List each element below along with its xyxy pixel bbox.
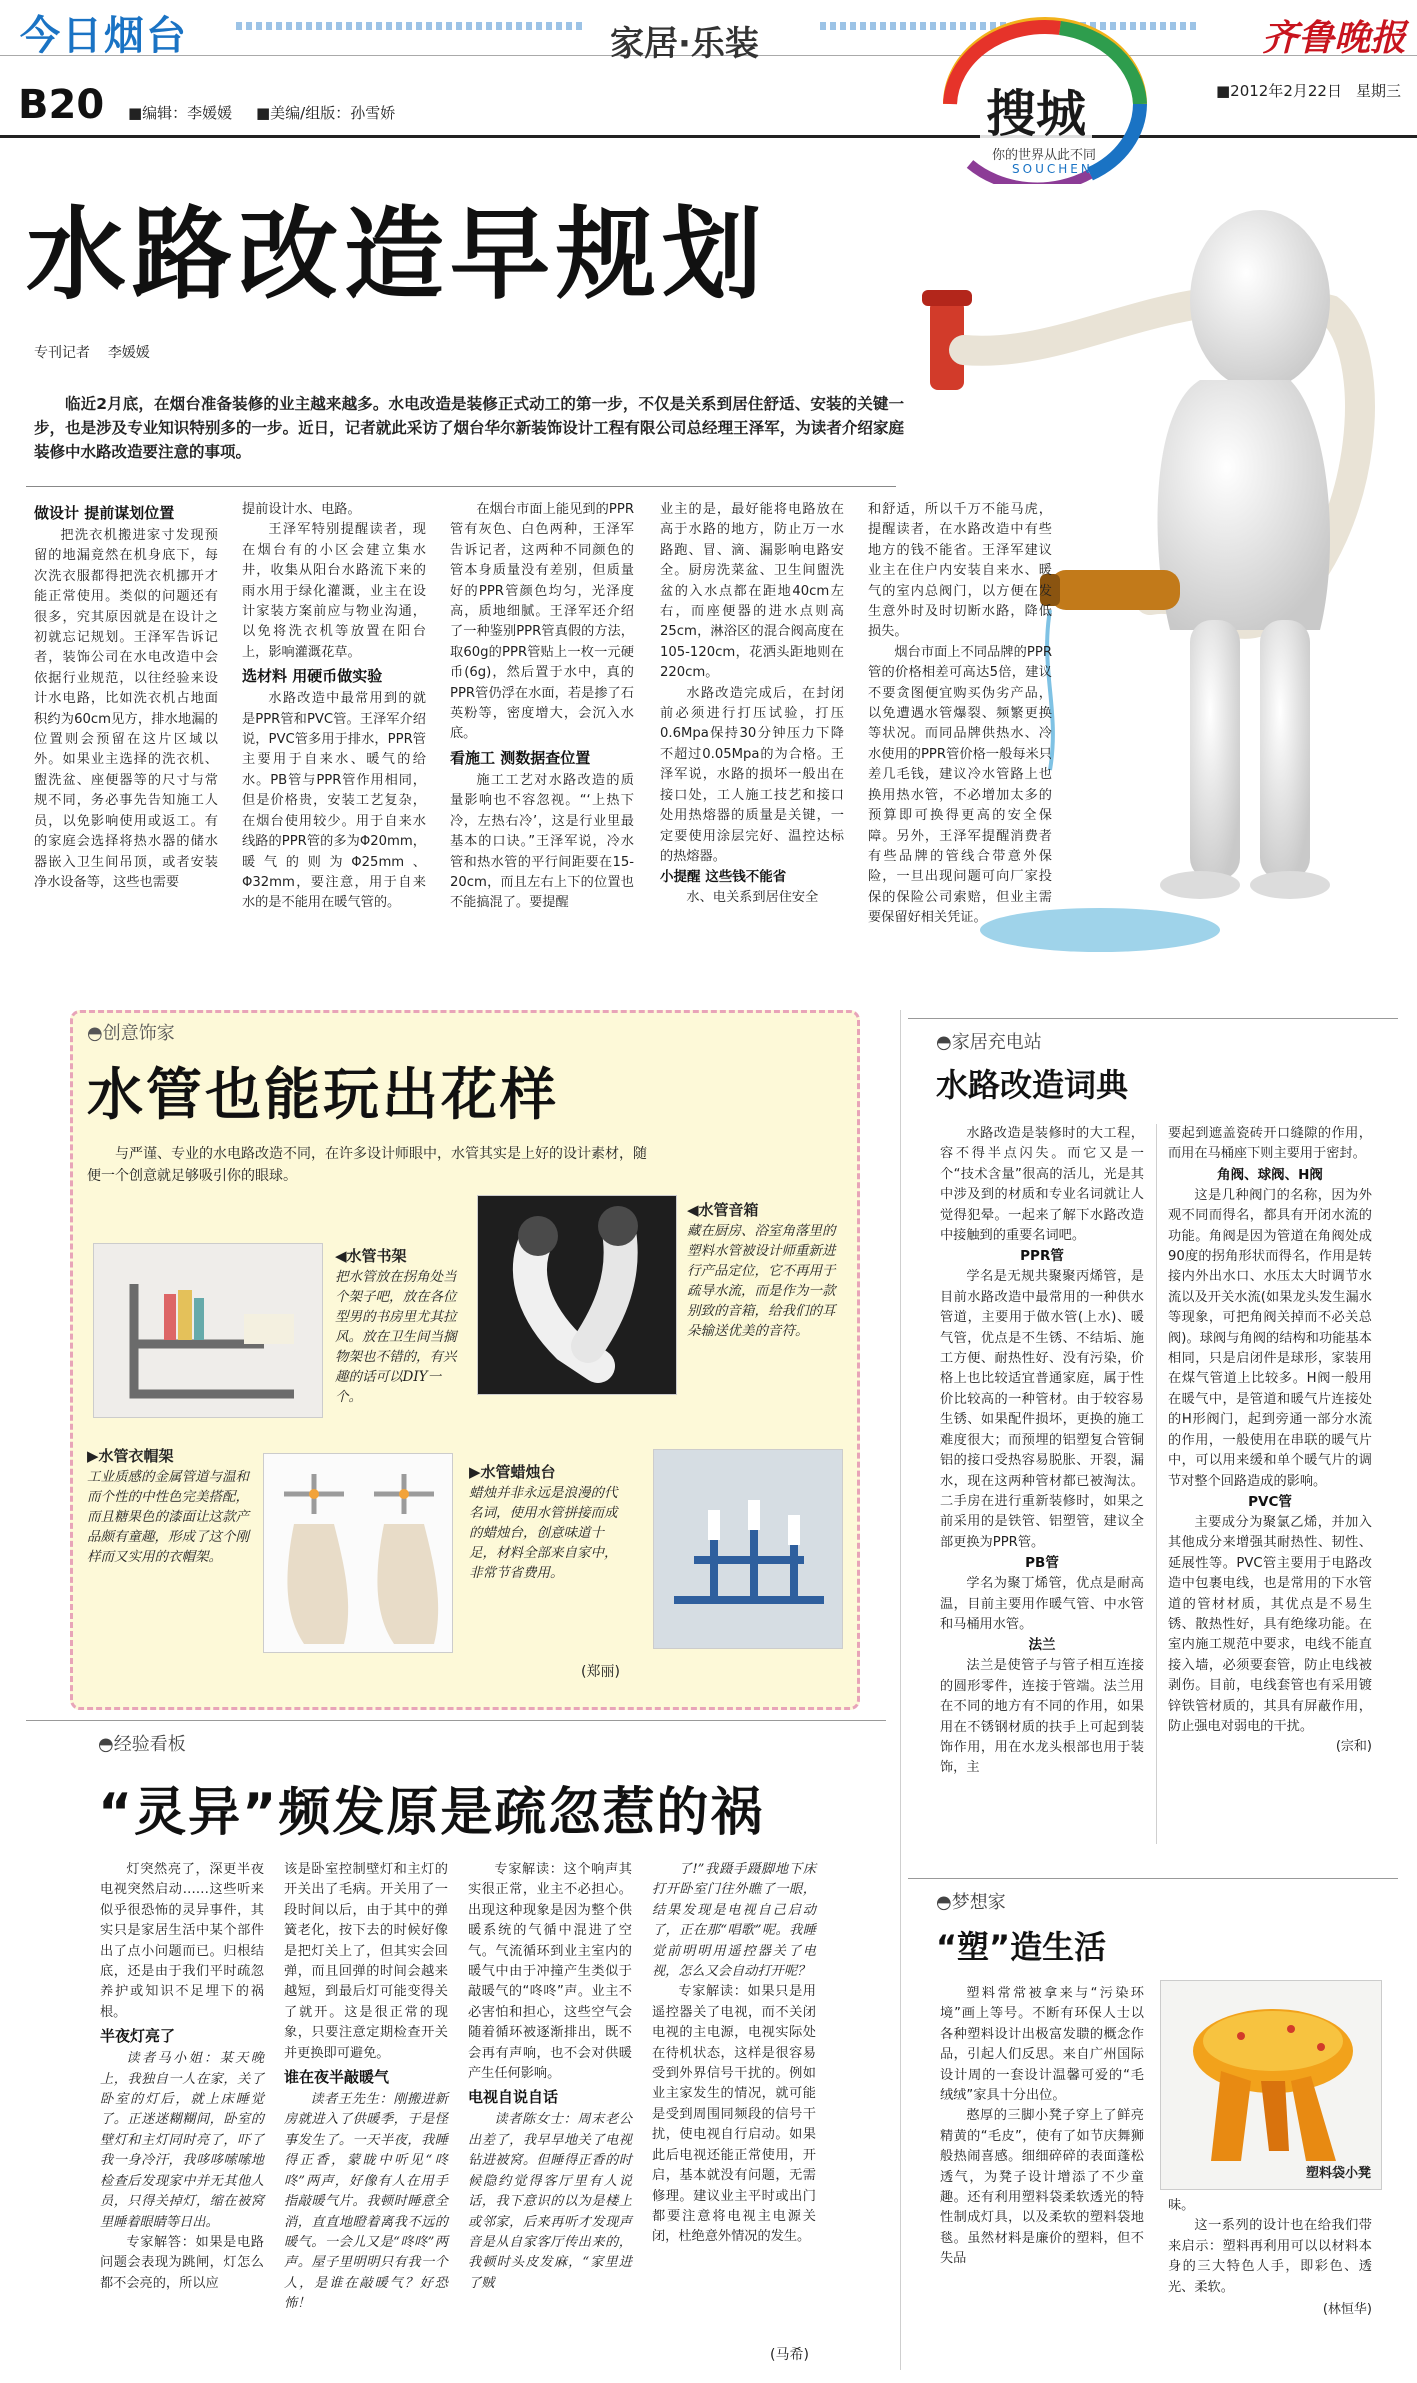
coatrack-text: 工业质感的金属管道与温和而个性的中性色完美搭配，而且糖果色的漆面让这款产品颇有童趣，形成了这个刚样而又实用的衣帽架。: [87, 1469, 249, 1565]
creative-section-label: 创意饰家: [102, 1023, 175, 1044]
byline-author: 李媛媛: [107, 345, 150, 361]
glossary-section: ◓家居充电站: [936, 1032, 1042, 1053]
dream-col-left: [940, 1984, 1144, 2270]
candle-text: 蜡烛并非永远是浪漫的代名词，使用水管拼接而成的蜡烛台，创意味道十足，材料全部来自家中，非常节省费用。: [469, 1485, 618, 1581]
subheading: 选材料 用硬币做实验: [242, 667, 383, 686]
glossary-col-right: [1168, 1124, 1372, 1757]
pipe-bookshelf-icon: [94, 1244, 323, 1418]
dream-top-rule: [908, 1878, 1398, 1879]
stool-photo: [1160, 1980, 1382, 2190]
page-number: B20: [18, 82, 105, 128]
lead-col-5: [868, 500, 1052, 929]
experience-col-1: [100, 1860, 264, 2294]
dream-section-label: 梦想家: [951, 1892, 1006, 1913]
paragraph: 读者马小姐：某天晚上，我独自一人在家，关了卧室的灯后，就上床睡觉了。正迷迷糊糊间，卧室的壁灯和主灯同时亮了，吓了我一身冷汗，我哆哆嗦嗦地检查后发现家中并无其他人员，只得关掉灯，缩在被窝里睡着眼睛等日出。: [100, 2051, 264, 2230]
right-column-divider: [900, 1010, 901, 2370]
dream-headline: “塑”造生活: [936, 1928, 1107, 1966]
dream-after: 味。: [1168, 2198, 1195, 2213]
coatrack-title: ▶水管衣帽架: [87, 1447, 174, 1465]
glossary-term: 法兰: [1028, 1637, 1056, 1654]
dream-para-1: 塑料常常被拿来与“污染环境”画上等号。不断有环保人士以各种塑料设计出极富发聩的概念作品，引起人们反思。来自广州国际设计周的一套设计温馨可爱的“毛绒绒”家具十分出位。: [940, 1986, 1144, 2104]
logo-main: 搜城: [980, 86, 1092, 142]
creative-section: ◓创意饰家: [87, 1023, 175, 1044]
dream-credit: (林恒华): [1322, 2302, 1372, 2318]
subheading: 小提醒 这些钱不能省: [660, 869, 787, 886]
speaker-item: [687, 1199, 847, 1341]
column-title: 家居·乐装: [610, 24, 759, 64]
paragraph: 学名是无规共聚聚丙烯管，是目前水路改造中最常用的一种供水管道，主要用于做水管(上水)、暖气管，优点是不生锈、不结垢、施工方便、耐热性好、没有污染，价格上也比较适宜普通家庭，属于性价比较高的一种管材。由于较容易生锈、如果配件损坏，更换的施工难度很大；而预埋的铝塑复合管铜铝的接口受热容易脱胀、开裂，漏水，现在这两种管材都已被淘汰。二手房在进行重新装修时，如果之前采用的是铁管、铝塑管，建议全部更换为PPR管。: [940, 1269, 1144, 1550]
experience-col-2: [284, 1860, 448, 2315]
glossary-term: PVC管: [1248, 1493, 1292, 1510]
subheading: 半夜灯亮了: [100, 2027, 176, 2046]
subheading: 电视自说自话: [468, 2088, 559, 2107]
paragraph: 该是卧室控制壁灯和主灯的开关出了毛病。开关用了一段时间以后，由于其中的弹簧老化，按下去的时候好像是把灯关上了，但其实会回弹，而且回弹的时间会越来越短，到最后灯可能变得关了就开。这是很正常的现象，只要注意定期检查开关并更换即可避免。: [284, 1862, 448, 2061]
lead-col-1: [34, 500, 218, 893]
candle-photo: [653, 1449, 843, 1649]
experience-credit: (马希): [770, 2347, 809, 2363]
glossary-term: PB管: [1025, 1555, 1059, 1572]
lead-byline: [34, 342, 150, 362]
paragraph: 专家解读：这个响声其实很正常，业主不必担心。出现这种现象是因为整个供暖系统的气循中混进了空气。气流循环到业主室内的暖气中由于冲撞产生类似于敲暖气的“咚咚”声。业主不必害怕和担心，这些空气会随着循环被逐渐排出，既不会再有声响，也不会对供暖产生任何影响。: [468, 1862, 632, 2082]
lead-col-4: [660, 500, 844, 909]
date: ■2012年2月22日: [1216, 82, 1342, 100]
pipe-candleholder-icon: [654, 1450, 843, 1649]
byline-label: 专刊记者: [34, 345, 90, 361]
experience-col-4: [652, 1860, 816, 2248]
bookshelf-photo: [93, 1243, 323, 1418]
glossary-term: 角阀、球阀、H阀: [1217, 1166, 1323, 1183]
paragraph: 水路改造完成后，在封闭前必须进行打压试验，打压0.6Mpa保持30分钟压力下降不超过0.05Mpa的为合格。王泽军说，水路的损坏一般出在接口处，工人施工技艺和接口处用热熔器的质量是关键，一定要使用涂层完好、温控达标的热熔器。: [660, 685, 844, 864]
paragraph: 把洗衣机搬进家寸发现预留的地漏竟然在机身底下，每次洗衣服都得把洗衣机挪开才能正常使用。类似的问题还有很多，究其原因就是在设计之初就忘记规划。王泽军告诉记者，装饰公司在水电改造中会依据行业规范，以往经验来设计水电路，比如洗衣机占地面积约为60cm见方，排水地漏的位置则会预留在这片区域以外。如果业主选择的洗衣机、盥洗盆、座便器等的尺寸与常规不同，务必事先告知施工人员，以免影响使用或返工。有的家庭会选择将热水器的储水器嵌入卫生间吊顶，或者安装净水设备等，这些也需要: [34, 528, 218, 890]
paragraph: 读者王先生：刚搬进新房就进入了供暖季，于是怪事发生了。一天半夜，我睡得正香，蒙眬中听见“咚咚”两声，好像有人在用手指敲暖气片。我顿时睡意全消，直直地瞪着离我不远的暖气。一会儿又是“咚咚”两声。屋子里明明只有我一个人，是谁在敲暖气？好恐怖！: [284, 2092, 448, 2312]
bookshelf-item: [335, 1245, 465, 1407]
paragraph: 法兰是使管子与管子相互连接的圆形零件，连接于管端。法兰用在不同的地方有不同的作用，如果用在不锈钢材质的扶手上可起到装饰作用，用在水龙头根部也用于装饰，主: [940, 1658, 1144, 1776]
paragraph: 施工工艺对水路改造的质量影响也不容忽视。“‘上热下冷，左热右冷’，这是行业里最基本的口诀。”王泽军说，冷水管和热水管的平行间距要在15-20cm，而且左右上下的位置也不能搞混了。要提醒: [450, 772, 634, 911]
candle-item: [469, 1461, 629, 1583]
paragraph: 水路改造中最常用到的就是PPR管和PVC管。王泽军介绍说，PVC管多用于排水，PPR管主要用于自来水、暖气的给水。PB管与PPR管作用相同，但是价格贵，安装工艺复杂，在烟台使用较少。用于自来水线路的PPR管的多为Φ20mm，暖气的则为Φ25mm、Φ32mm，要注意，用于自来水的是不能用在暖气管的。: [242, 691, 426, 911]
candle-title: ▶水管蜡烛台: [469, 1463, 556, 1481]
glossary-credit: (宗和): [1335, 1739, 1372, 1755]
paragraph: 业主的是，最好能将电路放在高于水路的地方，防止万一水路跑、冒、滴、漏影响电路安全。厨房洗菜盆、卫生间盥洗盆的入水点都在距地40cm左右，而座便器的进水点则高25cm，淋浴区的混合阀高度在105-120cm，花洒头距地则在220cm。: [660, 502, 844, 681]
paragraph: 王泽军特别提醒读者，现在烟台有的小区会建立集水井，收集从阳台水路流下来的雨水用于绿化灌溉，业主在设计家装方案前应与物业沟通，以免将洗衣机等放置在阳台上，影响灌溉花草。: [242, 522, 426, 660]
glossary-section-label: 家居充电站: [951, 1032, 1042, 1053]
creative-intro: 与严谨、专业的水电路改造不同，在许多设计师眼中，水管其实是上好的设计素材，随便一个创意就足够吸引你的眼球。: [87, 1146, 647, 1184]
lead-intro: 临近2月底，在烟台准备装修的业主越来越多。水电改造是装修正式动工的第一步，不仅是关系到居住舒适、安装的关键一步，也是涉及专业知识特别多的一步。近日，记者就此采访了烟台华尔新装饰设计工程有限公司总经理王泽军，为读者介绍家庭装修中水路改造要注意的事项。: [34, 395, 904, 461]
stool-caption: 塑料袋小凳: [1305, 2166, 1371, 2181]
bookshelf-text: 把水管放在拐角处当个架子吧，放在各位型男的书房里尤其拉风。放在卫生间当搁物架也不错的，有兴趣的话可以DIY一个。: [335, 1269, 457, 1405]
paragraph: 学名为聚丁烯管，优点是耐高温，目前主要用作暖气管、中水管和马桶用水管。: [940, 1576, 1144, 1632]
plastic-stool-icon: [1161, 1981, 1382, 2190]
lead-col-3: [450, 500, 634, 914]
speaker-text: 藏在厨房、浴室角落里的塑料水管被设计师重新进行产品定位，它不再用于疏导水流，而是作为一款别致的音箱，给我们的耳朵输送优美的音符。: [687, 1223, 836, 1339]
dream-section: ◓梦想家: [936, 1892, 1006, 1913]
paragraph: 水路改造是装修时的大工程，容不得半点闪失。而它又是一个“技术含量”很高的活儿，光是其中涉及到的材质和专业名词就让人觉得犯晕。一起来了解下水路改造中接触到的重要名词吧。: [940, 1126, 1144, 1244]
creative-box: [70, 1010, 860, 1710]
glossary-divider: [1156, 1124, 1157, 1844]
glossary-col-left: [940, 1124, 1144, 1779]
experience-col-3: [468, 1860, 632, 2294]
paragraph: 这是几种阀门的名称，因为外观不同而得名，都具有开闭水流的功能。角阀是因为管道在角阀处成90度的拐角形状而得名，作用是转接内外出水口、水压太大时调节水流以及开关水流(如果龙头发生漏水等现象，可把角阀关掉而不必关总阀)。球阀与角阀的结构和功能基本相同，只是启闭件是球形，家装用在煤气管道上比较多。H阀一般用在暖气中，是管道和暖气片连接处的H形阀门，起到旁通一部分水流的作用，一般使用在串联的暖气片中，可以用来缓和单个暖气片的调节对整个回路造成的影响。: [1168, 1187, 1372, 1489]
logo-tagline: 你的世界从此不同: [992, 148, 1097, 163]
paragraph: 专家解读：如果只是用遥控器关了电视，而不关闭电视的主电源，电视实际处在待机状态，这样是很容易受到外界信号干扰的。例如业主家发生的情况，就可能是受到周围同频段的信号干扰，使电视自行启动。如果此后电视还能正常使用，开启，基本就没有问题，无需修理。建议业主平时或出门都要注意将电视主电源关闭，杜绝意外情况的发生。: [652, 1984, 816, 2245]
paragraph: 主要成分为聚氯乙烯，并加入其他成分来增强其耐热性、韧性、延展性等。PVC管主要用于电路改造中包裹电线，也是常用的下水管道的管材材质，其优点是不易生锈、散热性好，具有绝缘功能。在室内施工规范中要求，电线不能直接入墙，必须要套管，防止电线被剥伤。目前，电线套管也有采用镀锌铁管材质的，其具有屏蔽作用，防止强电对弱电的干扰。: [1168, 1514, 1372, 1734]
paper-logo: 齐鲁晚报: [1262, 17, 1407, 59]
lead-headline: 水路改造早规划: [26, 196, 768, 313]
coatrack-item: [87, 1445, 257, 1567]
masthead-top: [0, 0, 1417, 64]
paragraph: 专家解答：如果是电路问题会表现为跳闸，灯怎么都不会亮的，所以应: [100, 2234, 264, 2291]
section-title: 今日烟台: [20, 13, 188, 59]
glossary-headline: 水路改造词典: [936, 1066, 1129, 1104]
header-dots: [236, 22, 586, 30]
editor-credit: ■编辑：李媛媛: [128, 104, 233, 122]
pipe-coatrack-icon: [264, 1454, 453, 1653]
paragraph: 提前设计水、电路。: [242, 502, 361, 517]
subheading: 谁在夜半敲暖气: [284, 2068, 390, 2087]
creative-credit: (郑丽): [581, 1664, 620, 1680]
dream-para-2: 憨厚的三脚小凳子穿上了鲜亮精黄的“毛皮”，使有了如节庆舞狮般热闹喜感。细细碎碎的表面蓬松透气，为凳子设计增添了不少童趣。还有利用塑料袋柔软透光的特性制成灯具，以及柔软的塑料袋地毯。虽然材料是廉价的塑料，但不失品: [940, 2108, 1144, 2267]
weekday: 星期三: [1356, 82, 1402, 100]
paragraph: 要起到遮盖瓷砖开口缝隙的作用，而用在马桶座下则主要用于密封。: [1168, 1126, 1372, 1162]
paragraph: 灯突然亮了，深更半夜电视突然启动……这些听来似乎很恐怖的灵异事件，其实只是家居生活中某个部件出了点小问题而已。归根结底，还是由于我们平时疏忽养护或知识不足埋下的祸根。: [100, 1862, 264, 2020]
dream-last: 这一系列的设计也在给我们带来启示：塑料再利用可以以材料本身的三大特色人手，即彩色、透光、柔软。: [1168, 2218, 1372, 2295]
paragraph: 水、电关系到居住安全: [686, 890, 819, 906]
creative-headline: 水管也能玩出花样: [87, 1063, 559, 1128]
designer-credit: ■美编/组版：孙雪娇: [256, 104, 396, 122]
paragraph: 读者陈女士：周末老公出差了，我早早地关了电视钻进被窝。但睡得正香的时候隐约觉得客厅里有人说话，我下意识的以为是楼上或邻家，后来再听才发现声音是从自家客厅传出来的，我顿时头皮发麻，“家里进了贼: [468, 2112, 632, 2291]
subheading: 看施工 测数据查位置: [450, 748, 591, 767]
speaker-title: ◀水管音箱: [687, 1201, 759, 1219]
bookshelf-title: ◀水管书架: [335, 1247, 407, 1265]
pipe-speaker-icon: [478, 1196, 677, 1395]
lead-rule: [26, 486, 896, 487]
paragraph: 和舒适，所以千万不能马虎，提醒读者，在水路改造中有些地方的钱不能省。王泽军建议业主在住户内安装自来水、暖气的室内总阀门，以方便在发生意外时及时切断水路，降低损失。: [868, 502, 1052, 640]
paragraph: 在烟台市面上能见到的PPR管有灰色、白色两种，王泽军告诉记者，这两种不同颜色的管本身质量没有差别，但质量好的PPR管颜色均匀，光泽度高，质地细腻。王泽军还介绍了一种鉴别PPR管真假的方法，取60g的PPR管贴上一枚一元硬币(6g)，然后置于水中，真的PPR管仍浮在水面，若是掺了石英粉等，密度增大，会沉入水底。: [450, 502, 634, 742]
masthead-sub: [0, 80, 1417, 138]
paragraph: 烟台市面上不同品牌的PPR管的价格相差可高达5倍，建议不要贪图便宜购买伪劣产品，以免遭遇水管爆裂、频繁更换等状况。而同品牌供热水、冷水使用的PPR管价格一般每米只差几毛钱，建议冷水管路上也换用热水管，不必增加太多的预算即可换得更高的安全保障。另外，王泽军提醒消费者有些品牌的管线合带意外保险，一旦出现问题可向厂家投保的保险公司索赔，但业主需要保留好相关凭证。: [868, 644, 1052, 926]
dream-col-right: [1168, 2196, 1372, 2317]
experience-section-label: 经验看板: [113, 1734, 186, 1755]
glossary-term: PPR管: [1020, 1248, 1064, 1265]
experience-top-rule: [26, 1720, 886, 1721]
subheading: 做设计 提前谋划位置: [34, 504, 175, 522]
experience-section: ◓经验看板: [98, 1734, 186, 1755]
speaker-photo: [477, 1195, 677, 1395]
lead-col-2: [242, 500, 426, 914]
coatrack-photo: [263, 1453, 453, 1653]
experience-headline: “灵异”频发原是疏忽惹的祸: [98, 1783, 765, 1843]
logo-en: SOUCHENG: [1012, 162, 1106, 176]
glossary-top-rule: [908, 1018, 1398, 1019]
paragraph: 了!”我蹑手蹑脚地下床打开卧室门往外瞧了一眼，结果发现是电视自己启动了，正在那“唱歌”呢。我睡觉前明明用遥控器关了电视，怎么又会自动打开呢？: [652, 1862, 816, 1980]
